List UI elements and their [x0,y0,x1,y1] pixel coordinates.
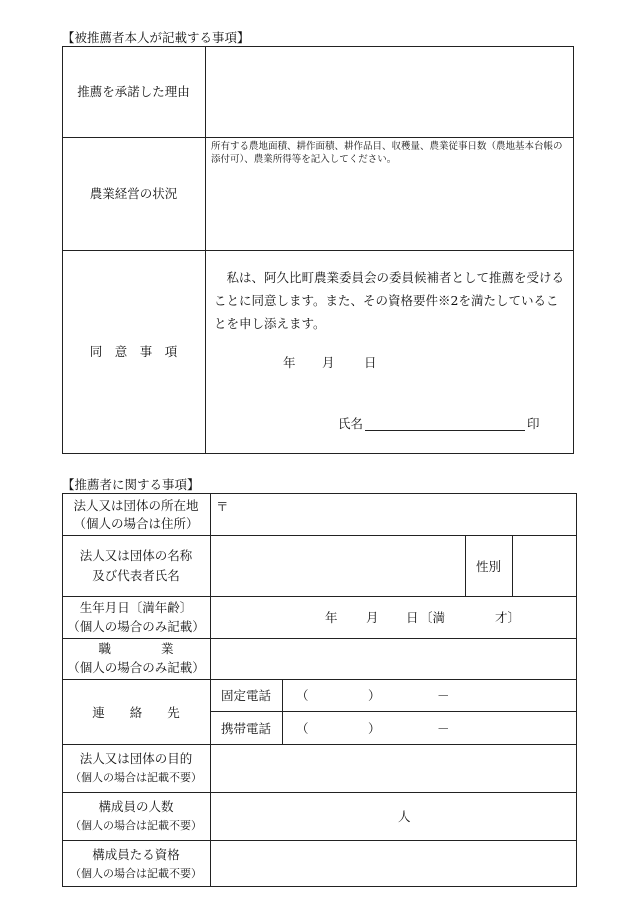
contact-label: 連 絡 先 [92,705,180,720]
section2-row-divider [62,840,577,841]
representative-name-label: 及び代表者氏名 [92,568,180,583]
birth-month-label: 月 [366,610,379,625]
occupation-input[interactable] [212,640,575,678]
section2-row-divider [210,711,577,712]
postal-mark: 〒 [216,499,229,514]
purpose-label: 法人又は団体の目的 [79,751,193,766]
reason-label: 推薦を承諾した理由 [77,84,190,99]
purpose-sublabel: （個人の場合は記載不要） [70,771,202,784]
farm-status-input[interactable] [207,170,572,248]
organization-name-input[interactable] [212,537,463,595]
occupation-sublabel: （個人の場合のみ記載） [67,660,205,675]
mobile-phone-label: 携帯電話 [220,721,271,736]
sex-label: 性別 [475,559,501,574]
address-label: 法人又は団体の所在地 [73,498,199,513]
section2-row-divider [62,596,577,597]
reason-input[interactable] [207,48,572,136]
signature-line[interactable] [365,430,525,431]
phone-column-divider [282,679,283,744]
signature-name-label: 氏名 [338,416,364,431]
member-qualification-label: 構成員たる資格 [92,847,180,862]
fixed-phone-label: 固定電話 [220,688,271,703]
mobile-phone-dash: － [437,721,450,736]
address-input[interactable] [230,495,575,534]
member-qualification-sublabel: （個人の場合は記載不要） [70,867,202,880]
consent-date-year: 年 [283,355,296,370]
section2-row-divider [62,792,577,793]
fixed-phone-input[interactable] [284,681,575,710]
birth-date-sublabel: （個人の場合のみ記載） [67,619,205,634]
fixed-phone-dash: － [437,688,450,703]
members-count-input[interactable] [212,794,392,839]
farm-status-note: 所有する農地面積、耕作面積、耕作品目、収穫量、農業従事日数（農地基本台帳の添付可）、農業所得等を記入してください。 [211,141,563,165]
section2-title: 【推薦者に関する事項】 [62,477,200,492]
members-unit: 人 [398,809,411,824]
age-open-label: 〔満 [420,610,446,625]
occupation-label: 職 業 [98,641,174,656]
seal-label: 印 [527,416,540,431]
farm-status-label: 農業経営の状況 [89,186,178,201]
organization-name-label: 法人又は団体の名称 [79,548,193,563]
members-count-sublabel: （個人の場合は記載不要） [70,819,202,832]
section1-title: 【被推薦者本人が記載する事項】 [62,30,250,45]
mobile-phone-input[interactable] [284,713,575,743]
address-sublabel: （個人の場合は住所） [73,516,199,531]
sex-column-divider [512,535,513,596]
birth-date-label: 生年月日〔満年齢〕 [79,600,193,615]
section2-row-divider [62,535,577,536]
section2-row-divider [62,638,577,639]
mobile-phone-paren-close: ） [368,721,381,736]
consent-text: 私は、阿久比町農業委員会の委員候補者として推薦を受けることに同意します。また、その資格要件※2を満たしていることを申し添えます。 [214,270,565,331]
section2-row-divider [62,744,577,745]
birth-day-label: 日 [406,610,419,625]
mobile-phone-paren-open: （ [296,721,309,736]
consent-date-month: 月 [322,355,335,370]
consent-date-day: 日 [364,355,377,370]
sex-input[interactable] [514,537,575,595]
member-qualification-input[interactable] [212,842,575,886]
purpose-input[interactable] [212,746,575,791]
birth-year-label: 年 [325,610,338,625]
section1-row-divider [62,137,574,138]
age-close-label: 才〕 [495,610,521,625]
section1-row-divider [62,250,574,251]
members-count-label: 構成員の人数 [98,799,174,814]
fixed-phone-paren-close: ） [368,688,381,703]
fixed-phone-paren-open: （ [296,688,309,703]
section2-row-divider [62,679,577,680]
consent-label: 同 意 事 項 [89,344,178,359]
